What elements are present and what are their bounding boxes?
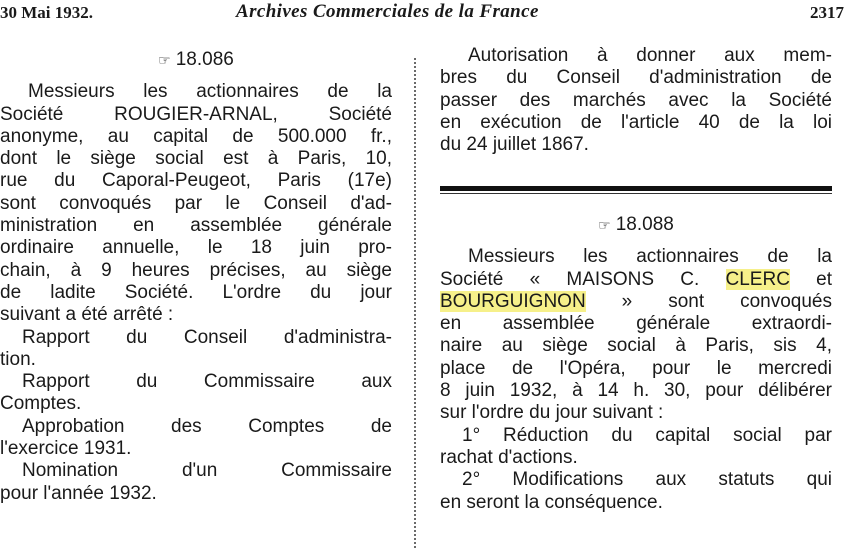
pointing-hand-icon: ☞ xyxy=(598,217,610,233)
text-line xyxy=(440,291,832,313)
pointing-hand-icon: ☞ xyxy=(158,52,170,68)
text-line xyxy=(440,269,832,291)
text-line: rachat d'actions. xyxy=(440,446,578,468)
text-line: passer des marchés avec la Société xyxy=(440,89,832,111)
left-column xyxy=(0,45,392,505)
text-line: ministration en assemblée générale xyxy=(0,215,392,237)
section-separator-rule xyxy=(440,186,832,191)
text-line: en assemblée générale extraordi- xyxy=(440,313,832,335)
notice-heading-18086 xyxy=(0,49,392,71)
text-line: du 24 juillet 1867. xyxy=(440,134,589,156)
text-line: de ladite Société. L'ordre du jour xyxy=(0,281,392,303)
text-line: l'exercice 1931. xyxy=(0,438,132,460)
text-line: Messieurs les actionnaires de la xyxy=(28,81,392,103)
agenda-item: 2° Modifications aux statuts qui xyxy=(462,469,832,491)
highlighted-name: BOURGUIGNON xyxy=(440,290,586,312)
agenda-item: Autorisation à donner aux mem- xyxy=(468,45,832,66)
text-line: 8 juin 1932, à 14 h. 30, pour délibérer xyxy=(440,380,832,402)
text-line: sur l'ordre du jour suivant : xyxy=(440,402,664,424)
page-header xyxy=(0,0,850,28)
text-line: sont convoqués par le Conseil d'ad- xyxy=(0,192,392,214)
text-line: anonyme, au capital de 500.000 fr., xyxy=(0,125,392,147)
agenda-item: Approbation des Comptes de xyxy=(22,415,392,437)
right-column-notice xyxy=(440,210,832,514)
text-line: ordinaire annuelle, le 18 juin pro- xyxy=(0,237,392,259)
agenda-item: Rapport du Commissaire aux xyxy=(22,371,392,393)
text-line: tion. xyxy=(0,348,36,370)
text-line: Comptes. xyxy=(0,393,82,415)
text-line: pour l'année 1932. xyxy=(0,482,157,504)
text-line: naire au siège social à Paris, sis 4, xyxy=(440,335,832,357)
text-line: en seront la conséquence. xyxy=(440,491,663,513)
right-column xyxy=(440,45,832,156)
text-line: rue du Caporal-Peugeot, Paris (17e) xyxy=(0,170,392,192)
agenda-item: Rapport du Conseil d'administra- xyxy=(22,326,392,348)
continued-agenda xyxy=(440,45,832,156)
text-line: bres du Conseil d'administration de xyxy=(440,67,832,89)
section-separator-thin-rule xyxy=(440,193,832,194)
text-line: suivant a été arrêté : xyxy=(0,304,174,326)
agenda-item: Nomination d'un Commissaire xyxy=(22,460,392,482)
notice-body-18086 xyxy=(0,81,392,505)
issue-date: 30 Mai 1932. xyxy=(0,3,94,22)
agenda-item: 1° Réduction du capital social par xyxy=(462,424,832,446)
notice-number: 18.086 xyxy=(175,49,234,70)
notice-body-18088 xyxy=(440,246,832,514)
text-line: Société ROUGIER-ARNAL, Société xyxy=(0,103,392,125)
text-line-content: BOURGUIGNON » sont convoqués xyxy=(440,290,832,312)
text-line: place de l'Opéra, pour le mercredi xyxy=(440,357,832,379)
notice-heading-18088 xyxy=(440,214,832,236)
page-number: 2317 xyxy=(810,3,844,22)
text-line: Messieurs les actionnaires de la xyxy=(468,246,832,268)
highlighted-name: CLERC xyxy=(725,268,790,290)
publication-title: Archives Commerciales de la France xyxy=(236,1,539,22)
text-line: dont le siège social est à Paris, 10, xyxy=(0,148,392,170)
text-line-content: Société « MAISONS C. CLERC et xyxy=(440,268,833,290)
text-line: chain, à 9 heures précises, au siège xyxy=(0,259,392,281)
column-divider xyxy=(414,58,416,548)
text-line: en exécution de l'article 40 de la loi xyxy=(440,111,832,133)
notice-number: 18.088 xyxy=(615,214,674,235)
